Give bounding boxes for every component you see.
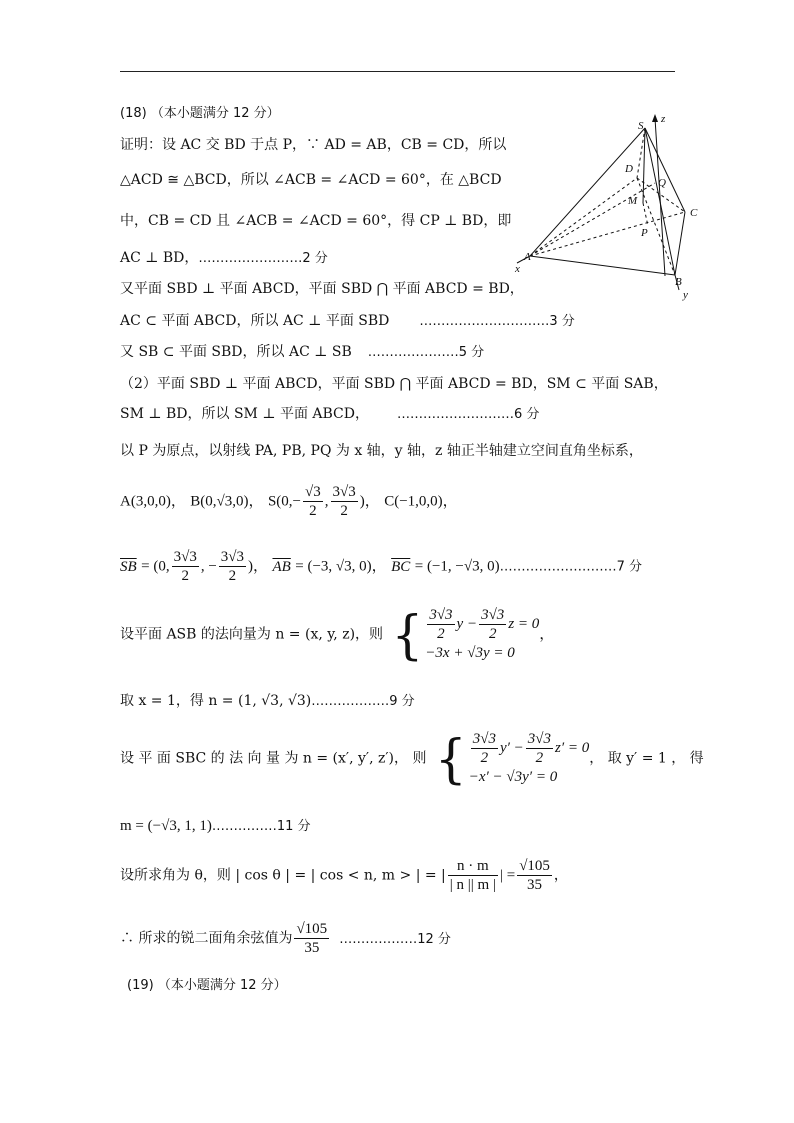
- point-S-frac-2: $\frac{3√3}{2}$: [332, 484, 356, 519]
- proof-line-3: 中，CB = CD 且 ∠ACB = ∠ACD = 60°，得 CP ⊥ BD，即: [120, 213, 512, 229]
- z-arrow: [652, 114, 658, 122]
- edge-AQ: [530, 183, 655, 256]
- normal-asb-eq-1: $\frac{3√3}{2}$ y − $\frac{3√3}{2}$ z = 0: [429, 607, 540, 642]
- vector-AB-value: = (−3, √3, 0)，: [295, 558, 387, 575]
- angle-frac-2: $\frac{√105}{35}$: [519, 858, 550, 893]
- part2-line-2-text: SM ⊥ BD，所以 SM ⊥ 平面 ABCD，: [120, 406, 369, 422]
- vector-SB-mid: , −: [200, 558, 217, 575]
- m-vector-value: m = (−√3, 1, 1): [120, 818, 212, 834]
- conclusion-text: ∴ 所求的锐二面角余弦值为: [120, 930, 293, 947]
- proof-line-7: [120, 343, 484, 362]
- point-A: A(3,0,0)，: [120, 493, 186, 510]
- point-B: B(0,√3,0)，: [190, 493, 264, 510]
- conclusion-frac: $\frac{√105}{35}$: [296, 921, 328, 956]
- normal-asb-prefix: 设平面 ASB 的法向量为 n = (x, y, z)，则: [120, 626, 384, 643]
- point-S-suffix: )，: [359, 493, 380, 510]
- proof-line-1: 证明：设 AC 交 BD 于点 P，∵ AD = AB，CB = CD，所以: [120, 137, 507, 153]
- label-z: z: [661, 113, 666, 125]
- normal-asb-eq-2: −3x + √3y = 0: [425, 645, 515, 661]
- score-5: …………………5 分: [367, 345, 485, 360]
- normal-sbc-prefix: 设 平 面 SBC 的 法 向 量 为 n = (x′, y′, z′)， 则: [120, 750, 427, 767]
- label-A: A: [524, 251, 531, 263]
- label-y: y: [683, 289, 688, 301]
- edge-BC: [675, 212, 685, 275]
- take-x-text: 取 x = 1，得 n = (1, √3, √3): [120, 693, 312, 709]
- score-6: ………………………6 分: [397, 407, 540, 422]
- problem-19-header: (19) （本小题满分 12 分）: [127, 978, 287, 993]
- points-line: A(3,0,0)， B(0,√3,0)， S(0,− $\frac{√3}{2}$ , $\frac{3√3}{2}$ )， C(−1,0,0)，: [120, 484, 458, 519]
- label-B: B: [675, 276, 682, 288]
- normal-asb-system: { $\frac{3√3}{2}$ y − $\frac{3√3}{2}$ z = 0 −3x + √3y = 0: [391, 604, 540, 665]
- edge-AD: [530, 178, 637, 256]
- label-D: D: [625, 163, 633, 175]
- vectors-line: [120, 548, 642, 585]
- point-S-frac-1: $\frac{√3}{2}$: [305, 484, 321, 519]
- vector-AB-name: $\overline{AB}$: [272, 558, 291, 575]
- normal-asb-line: [120, 606, 554, 663]
- vector-SB-name: $\overline{SB}$: [120, 558, 137, 575]
- proof-line-6: [120, 312, 575, 331]
- score-2: ……………………2 分: [198, 251, 328, 266]
- normal-sbc-system: { $\frac{3√3}{2}$ y′ − $\frac{3√3}{2}$ z′ = 0 −x′ − √3y′ = 0: [434, 728, 590, 789]
- proof-line-5: 又平面 SBD ⊥ 平面 ABCD，平面 SBD ⋂ 平面 ABCD = BD，: [120, 281, 524, 297]
- angle-line: [120, 857, 568, 894]
- edge-MP: [643, 203, 648, 226]
- part2-line-1: （2）平面 SBD ⊥ 平面 ABCD，平面 SBD ⋂ 平面 ABCD = BD，SM ⊂ 平面 SAB，: [120, 376, 668, 392]
- vector-SB-prefix: = (0,: [141, 558, 170, 575]
- vector-BC-value: = (−1, −√3, 0): [414, 558, 500, 575]
- normal-sbc-eq-1: $\frac{3√3}{2}$ y′ − $\frac{3√3}{2}$ z′ = 0: [472, 731, 590, 766]
- label-S: S: [638, 120, 644, 132]
- proof-line-4: [120, 249, 328, 268]
- edge-SM: [643, 128, 645, 203]
- top-rule: [120, 71, 675, 72]
- angle-prefix: 设所求角为 θ，则 | cos θ | = | cos < n, m > | = |: [120, 867, 446, 884]
- label-M: M: [628, 195, 638, 207]
- vector-SB-suffix: )，: [248, 558, 269, 575]
- label-C: C: [690, 207, 698, 219]
- vector-SB-frac-2: $\frac{3√3}{2}$: [220, 549, 245, 584]
- problem-18-header: (18) （本小题满分 12 分）: [120, 106, 280, 121]
- normal-sbc-line: [120, 730, 704, 787]
- edge-AB: [530, 256, 675, 275]
- m-vector-line: [120, 817, 311, 836]
- label-Q: Q: [658, 177, 666, 189]
- take-x-line: [120, 692, 415, 711]
- angle-suffix: ，: [553, 867, 568, 884]
- angle-frac-1: $\frac{n \cdot m}{| n || m |}$: [449, 858, 496, 893]
- part2-line-2: [120, 405, 539, 424]
- normal-sbc-eq-2: −x′ − √3y′ = 0: [468, 769, 558, 785]
- edge-SC: [645, 128, 685, 212]
- score-12: ………………12 分: [339, 931, 451, 947]
- coordinate-setup-line: 以 P 为原点，以射线 PA, PB, PQ 为 x 轴，y 轴，z 轴正半轴建立空间直角坐标系，: [120, 443, 643, 459]
- vector-SB-frac-1: $\frac{3√3}{2}$: [173, 549, 197, 584]
- label-x: x: [515, 263, 520, 275]
- angle-mid: | =: [499, 867, 516, 884]
- score-3: …………………………3 分: [419, 314, 575, 329]
- proof-line-7-text: 又 SB ⊂ 平面 SBD，所以 AC ⊥ SB: [120, 344, 352, 360]
- normal-sbc-tail: ， 取 y′ = 1 ， 得: [589, 750, 704, 767]
- label-P: P: [641, 227, 648, 239]
- proof-line-2: △ACD ≅ △BCD，所以 ∠ACB = ∠ACD = 60°，在 △BCD: [120, 172, 502, 188]
- point-S-prefix: S(0,−: [267, 493, 302, 510]
- vector-BC-name: $\overline{BC}$: [391, 558, 411, 575]
- edge-SA: [530, 128, 645, 256]
- point-C: C(−1,0,0)，: [384, 493, 458, 510]
- score-9: ………………9 分: [311, 694, 415, 709]
- proof-line-6-text: AC ⊂ 平面 ABCD，所以 AC ⊥ 平面 SBD: [120, 313, 390, 329]
- normal-asb-tail: ，: [539, 626, 555, 643]
- pyramid-figure: [505, 108, 710, 308]
- score-11: ……………11 分: [211, 819, 311, 834]
- conclusion-line: [120, 920, 451, 957]
- score-7: ………………………7 分: [499, 559, 643, 575]
- proof-line-4-text: AC ⊥ BD，: [120, 250, 199, 266]
